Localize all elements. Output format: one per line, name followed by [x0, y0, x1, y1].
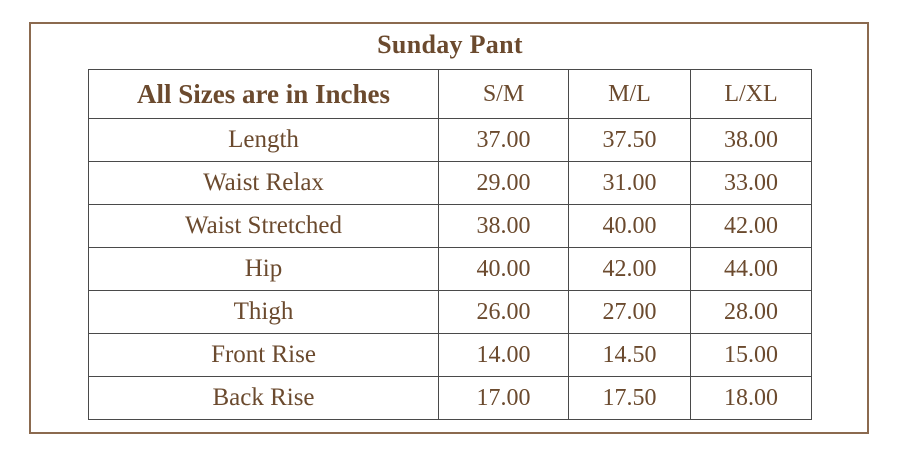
cell-value: 14.50 [569, 334, 691, 377]
header-row [89, 70, 812, 119]
table-row [89, 377, 812, 420]
cell-value: 40.00 [439, 248, 569, 291]
cell-value: 27.00 [569, 291, 691, 334]
cell-value: 33.00 [691, 162, 812, 205]
cell-value: 44.00 [691, 248, 812, 291]
cell-value: 31.00 [569, 162, 691, 205]
table-row [89, 119, 812, 162]
row-label: Front Rise [89, 334, 439, 377]
row-label: Hip [89, 248, 439, 291]
cell-value: 26.00 [439, 291, 569, 334]
page-title: Sunday Pant [377, 30, 523, 59]
table-row [89, 205, 812, 248]
cell-value: 14.00 [439, 334, 569, 377]
size-header-l-xl: L/XL [691, 70, 812, 119]
row-label: Thigh [89, 291, 439, 334]
table-row [89, 334, 812, 377]
cell-value: 42.00 [691, 205, 812, 248]
cell-value: 37.50 [569, 119, 691, 162]
table-row [89, 291, 812, 334]
cell-value: 37.00 [439, 119, 569, 162]
cell-value: 29.00 [439, 162, 569, 205]
size-chart-table [88, 69, 812, 420]
row-label: Waist Stretched [89, 205, 439, 248]
cell-value: 38.00 [691, 119, 812, 162]
row-label: Waist Relax [89, 162, 439, 205]
table-row [89, 248, 812, 291]
cell-value: 42.00 [569, 248, 691, 291]
cell-value: 40.00 [569, 205, 691, 248]
units-header: All Sizes are in Inches [89, 70, 439, 119]
size-header-m-l: M/L [569, 70, 691, 119]
row-label: Length [89, 119, 439, 162]
row-label: Back Rise [89, 377, 439, 420]
cell-value: 18.00 [691, 377, 812, 420]
cell-value: 28.00 [691, 291, 812, 334]
cell-value: 15.00 [691, 334, 812, 377]
cell-value: 17.50 [569, 377, 691, 420]
cell-value: 38.00 [439, 205, 569, 248]
cell-value: 17.00 [439, 377, 569, 420]
size-header-s-m: S/M [439, 70, 569, 119]
table-row [89, 162, 812, 205]
